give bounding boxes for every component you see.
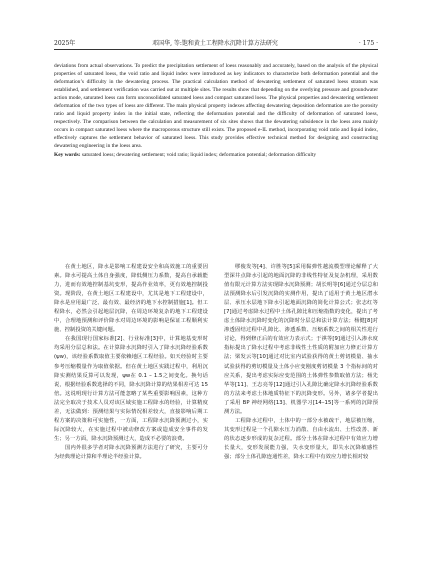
body-paragraph: 在我国现行国家标准[2]、行业标准[3]中，计算地基变形时均采用分层总和法。在计算降水沉降时引入了降水沉降经验系数(ψw)，该经验系数取值主要依赖地区工程经验。如天经验时主要参考压缩模量作为取值依据。但在黄土地区实践过程中，利用沉降实测结果反算可以发现，ψw在 0.1 – 1.5之间变化。换句话说，根据经验系数选择的不同，降水沉降计算的结果相差可达 15 倍。这说明现行计算方法可能忽略了某些重要影响因素，这种方法完全取决于技术人员对该区域实施工程降水的经验，计算精度差，无法做到：预测结果与实际情况相差较大，直接影响后期工程方案的决策和可实施性，一方面，工程降水沉降预测过小，实际沉降较大，在实施过程中被动修改方案或造成安全事件的发生；另一方面，降水沉降预测过大，造成不必要的浪费。 — [54, 336, 208, 442]
body-paragraph: 工程降水过程中，土体中的一部分水被疏干，地层被压缩，其变形过程是一个孔隙水压力消散、自由水流出、土性改善、新的状态逐步形成的复杂过程。部分土体在降水过程中有效应力增长量大，变形发展能力强，失水变形量大，即失水沉降敏感性强；部分土体孔隙连通性差，降水工程中有效应力增长相对较 — [224, 417, 378, 460]
header-article-info: 邓国华, 等:饱和黄土工程降水沉降计算方法研究 — [152, 40, 278, 47]
abstract-text: deviations from actual observations. To predict the precipitation settlement of loess reasonably and accurately, based on the analysis of the physical properties of saturated loess, the void ratio and liquid index were introduced as key indicators to characterize both deformation potential and the deformation’s difficulty in the dewatering process. The practical calculation method of dewatering settlement of saturated loess stratum was established, and settlement verification was carried out at multiple sites. The results show that depending on the overlying pressure and groundwater action mode, saturated loess can form unconsolidated saturated loess and compact saturated loess. The physical properties and dewatering settlement deformation of the two types of loess are different. The main physical property indexes affecting dewatering deposition deformation are the porosity ratio and liquid property index in the initial state, reflecting the deformation potential and the difficulty of deformation of saturated loess, respectively. The comparison between the calculation and measurement of six sites shows that the dewatering subsidence in the loess area mainly occurs in compact saturated loess where the macroporous structure still exists. The proposed e-IL method, incorporating void ratio and liquid index, effectively captures the settlement behavior of saturated loess. This study provides effective technical method for designing and constructing dewatering engineering in the loess area. — [54, 63, 378, 150]
body-paragraph: 国内外很多学者对降水沉降预测方法进行了研究，主要可分为经典理论计算和半理论半经验计算。 — [54, 444, 208, 460]
header-year-issue: 2025年 — [54, 40, 76, 47]
header-page-number: · 175 · — [358, 40, 378, 47]
header-divider — [54, 49, 378, 50]
keywords-text: saturated loess; dewatering settlement; void ratio; liquid index; deformation potential; deformation difficulty — [81, 152, 317, 159]
keywords-line — [54, 151, 378, 159]
english-abstract — [54, 62, 378, 159]
body-paragraph: 在黄土地区，降水是影响工程建设安全和高效施工的重要因素。降水可提高土体自身强度，降低侧压力系数，提高自承载能力，进而有效地控制基坑变形，提高作业效率，更有效地控制投资。现阶段，在黄土地区工程建设中，尤其是地下工程建设中，降水是应用最广泛、最有效、最经济的地下水控制措施[1]。但工程降水，必然会引起地层沉降，在周边环境复杂的地下工程建设中，合理地预测和评价降水对周边环境的影响是保证工程顺利实施、控制投资的关键问题。 — [54, 264, 208, 334]
body-left-column — [54, 263, 208, 462]
keywords-label: Key words: — [54, 152, 81, 159]
body-paragraph: 缪俊发等[4]、许胜等[5]采用黏弹性越流模型理论解释了大型深井点降水引起的地面沉降的非线性特征及复杂机理，采用数值有限元计算方法实现降水沉降预测；胡长明等[6]通过分层总和法预测降水后引发沉降的实测作用，提出了适用于黄土地区潜水层、承压水层地下降水引起地面沉降的简化计算公式；张志红等[7]通过考虑降水过程中土体孔隙比和压缩指数的变化，提出了考虑土体降水沉降时变化的沉降时分层总和法计算方法；杨健[8]对渗透固结过程中孔隙比、渗透系数、压缩系数之间的相关性进行讨论，得到修正后的有效应力表示式；于祺等[9]通过引入渗水度指标提出了降水过程中考虑非线性土性质的附加应力修正计算方法；梁发云等[10]通过对比室内试验获得的黄土剪切模量、抽水试验获得的剪切模量及土体小应变刚度剪切模量 3 个指标间的对应关系，提出考虑实际应变范围的土体弹性参数取值方法；杨先华等[11]、王志亮等[12]通过引入孔隙比确定降水沉降经验系数的方法来考虑土体地质特征下的沉降变形。另外，诸多学者提出了采用 BP 神经网络[13]、机器学习[14–15]等一系列的沉降预测方法。 — [224, 264, 378, 415]
body-right-column — [224, 263, 378, 462]
